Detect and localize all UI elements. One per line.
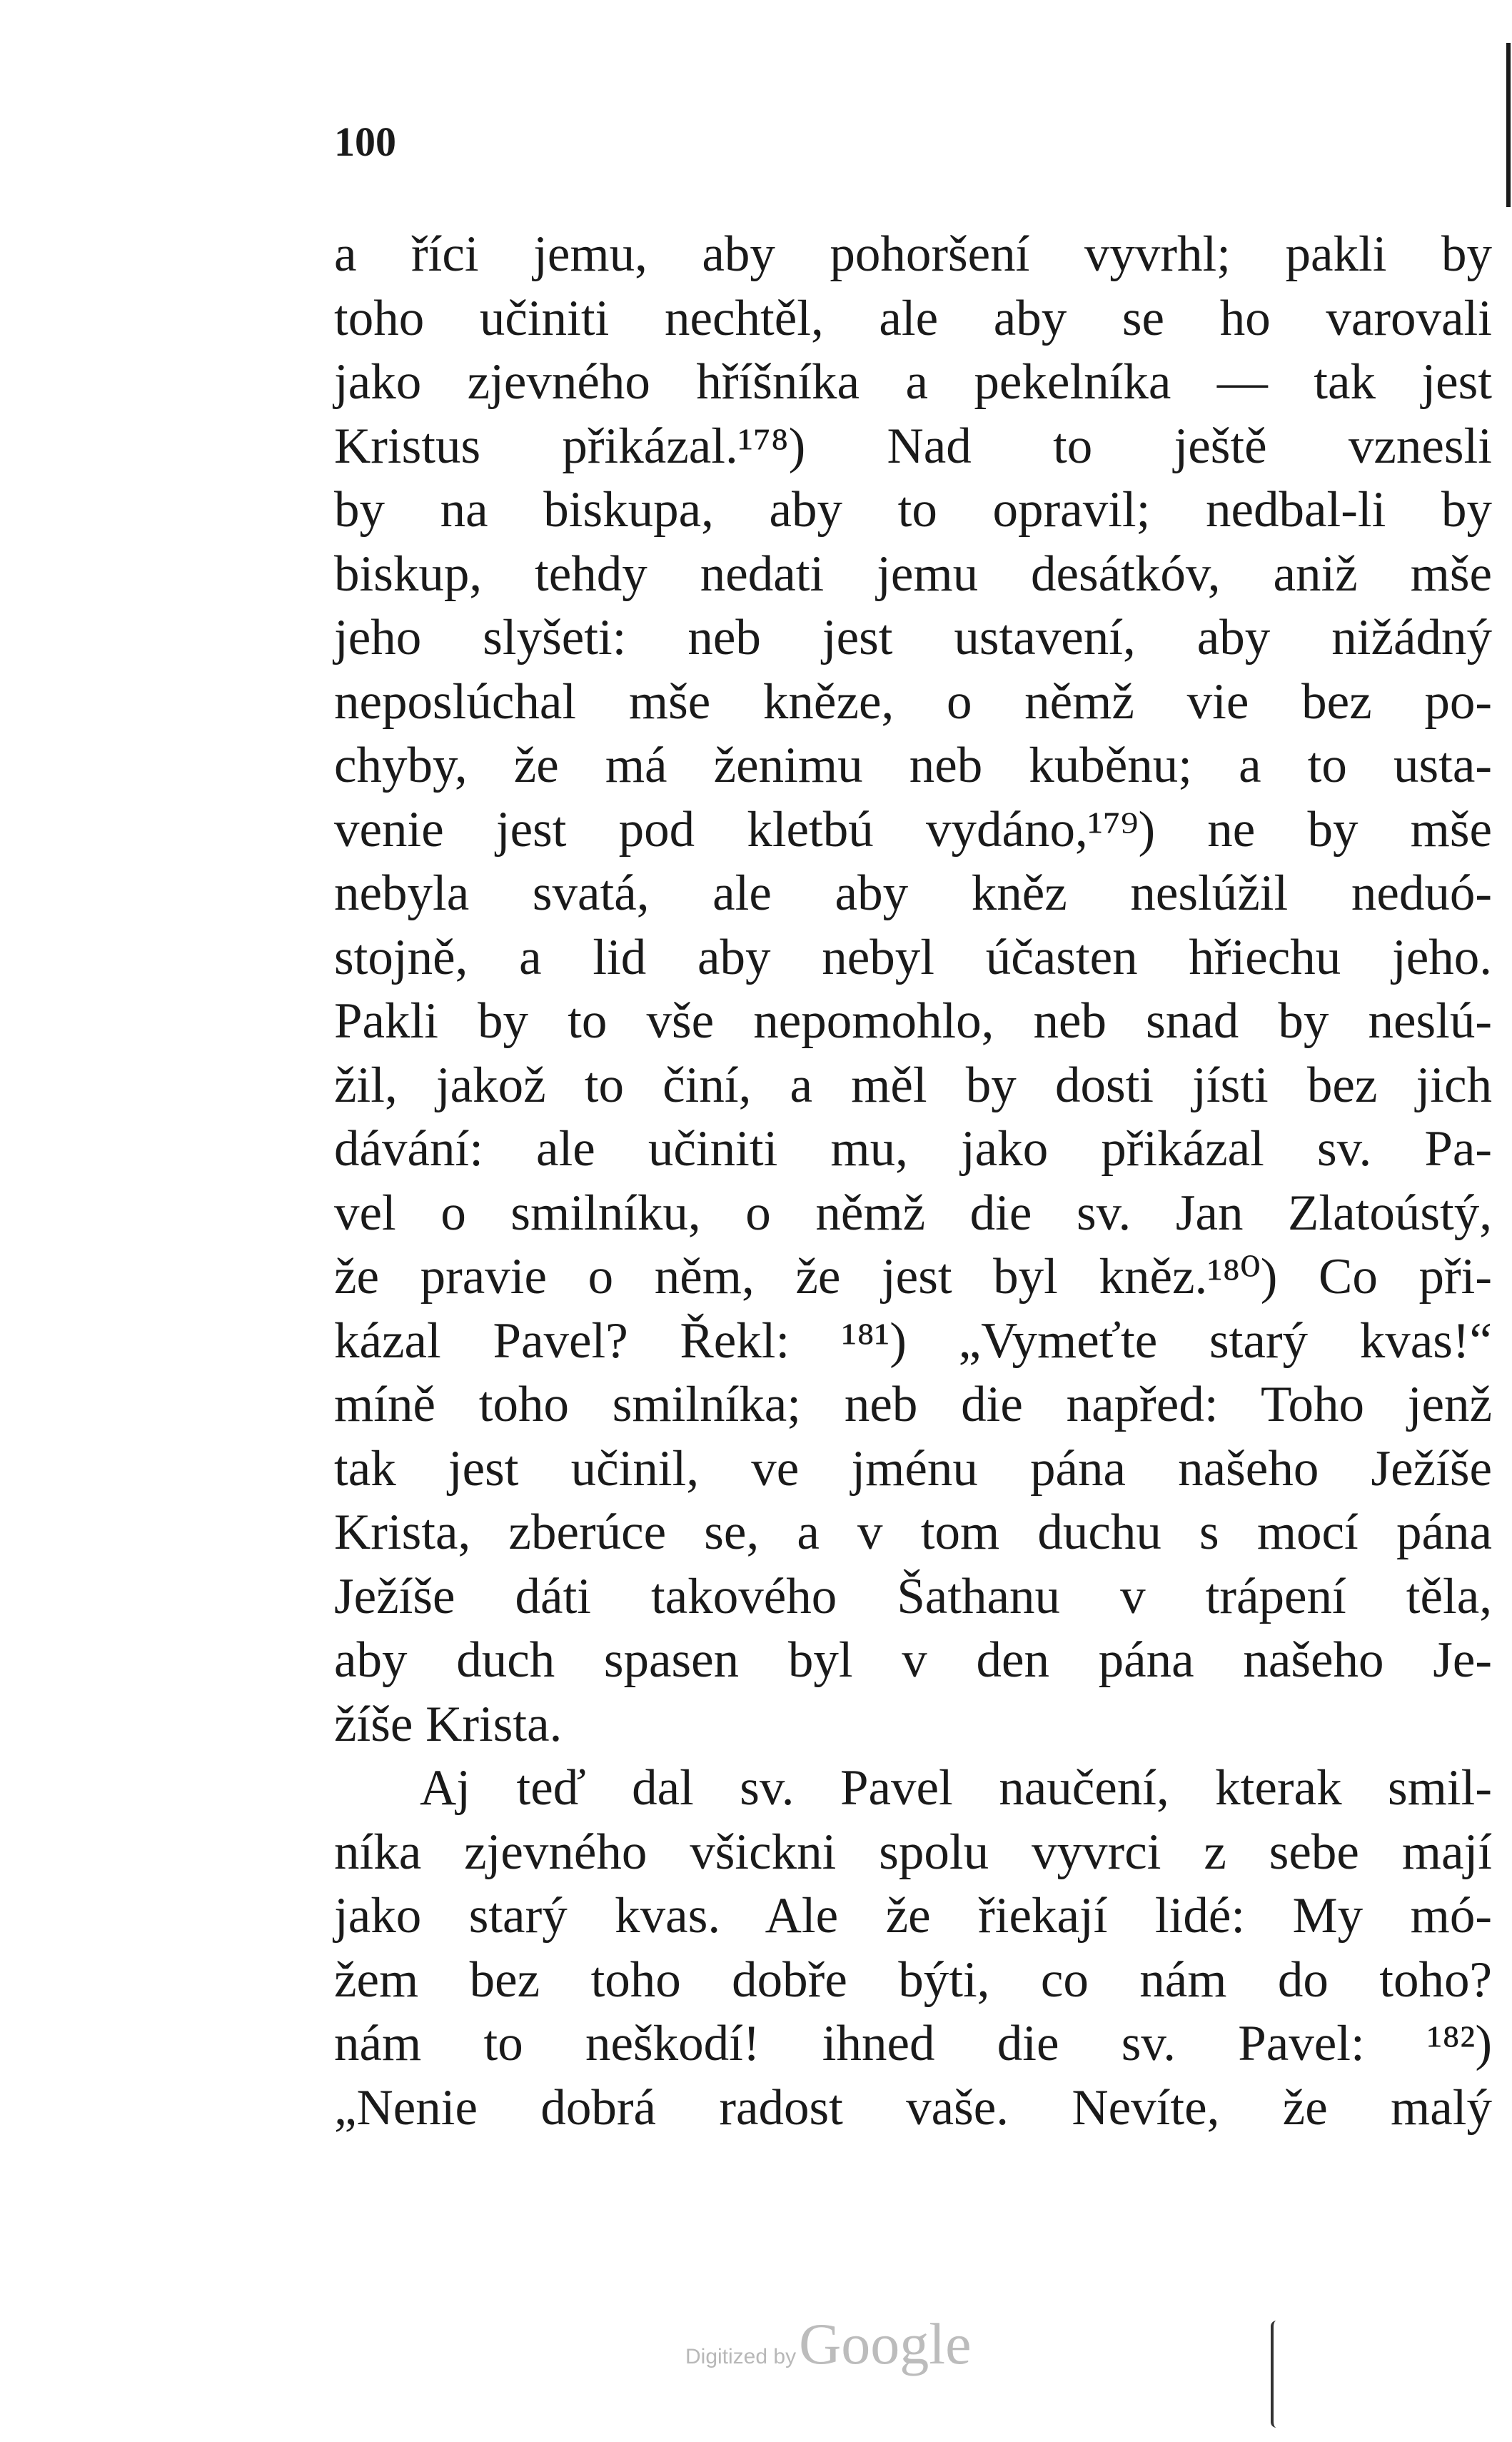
text-line-27: jako starý kvas. Ale že řiekají lidé: My mó- [334,1888,1492,1944]
text-line-9: chyby, že má ženimu neb kuběnu; a to usta- [334,738,1492,793]
text-line-1: a říci jemu, aby pohoršení vyvrhl; pakli by [334,226,1492,282]
text-line-20: tak jest učinil, ve jménu pána našeho Ježíše [334,1440,1492,1497]
text-line-19: míně toho smilníka; neb die napřed: Toho jenž [334,1377,1492,1432]
text-line-15: dávání: ale učiniti mu, jako přikázal sv. Pa- [334,1121,1492,1177]
text-line-21: Krista, zberúce se, a v tom duchu s mocí pána [334,1504,1492,1560]
text-line-24: žíše Krista. [334,1696,563,1752]
text-line-22: Ježíše dáti takového Šathanu v trápení těla, [334,1568,1492,1624]
text-line-26: níka zjevného všickni spolu vyvrci z sebe mají [334,1824,1492,1880]
page-number: 100 [334,119,396,165]
text-line-13: Pakli by to vše nepomohlo, neb snad by neslú- [334,993,1492,1049]
text-line-17: že pravie o něm, že jest byl kněz.¹⁸⁰) Co při- [334,1249,1492,1305]
text-line-12: stojně, a lid aby nebyl účasten hřiechu jeho. [334,929,1492,985]
text-line-8: neposlúchal mše kněze, o němž vie bez po- [334,673,1492,730]
text-line-30: „Nenie dobrá radost vaše. Nevíte, že malý [334,2079,1492,2136]
text-line-7: jeho slyšeti: neb jest ustavení, aby nižádný [334,610,1492,665]
text-line-3: jako zjevného hříšníka a pekelníka — tak jest [334,354,1492,410]
text-line-2: toho učiniti nechtěl, ale aby se ho varovali [334,290,1492,346]
scan-bracket-mark [1271,2321,1276,2428]
text-line-14: žil, jakož to činí, a měl by dosti jísti bez jich [334,1057,1492,1113]
text-line-11: nebyla svatá, ale aby kněz neslúžil neduó- [334,865,1492,921]
scan-edge-mark [1506,43,1511,207]
text-line-6: biskup, tehdy nedati jemu desátkóv, aniž mše [334,546,1492,602]
text-line-5: by na biskupa, aby to opravil; nedbal-li by [334,482,1492,538]
text-line-18: kázal Pavel? Řekl: ¹⁸¹) „Vymeťte starý kvas!“ [334,1312,1492,1369]
body-text [334,223,1492,2140]
text-line-16: vel o smilníku, o němž die sv. Jan Zlatoústý, [334,1185,1492,1241]
google-logo: Google [799,2311,972,2376]
text-line-10: venie jest pod kletbú vydáno,¹⁷⁹) ne by mše [334,801,1492,858]
text-line-4: Kristus přikázal.¹⁷⁸) Nad to ještě vznesli [334,418,1492,474]
text-line-23: aby duch spasen byl v den pána našeho Je- [334,1632,1492,1688]
text-line-25: Aj teď dal sv. Pavel naučení, kterak smil- [420,1760,1492,1816]
text-line-28: žem bez toho dobře býti, co nám do toho? [334,1951,1492,2008]
digitized-by-text: Digitized by [685,2345,797,2368]
digitized-watermark [685,2311,971,2378]
text-line-29: nám to neškodí! ihned die sv. Pavel: ¹⁸²) [334,2016,1492,2071]
